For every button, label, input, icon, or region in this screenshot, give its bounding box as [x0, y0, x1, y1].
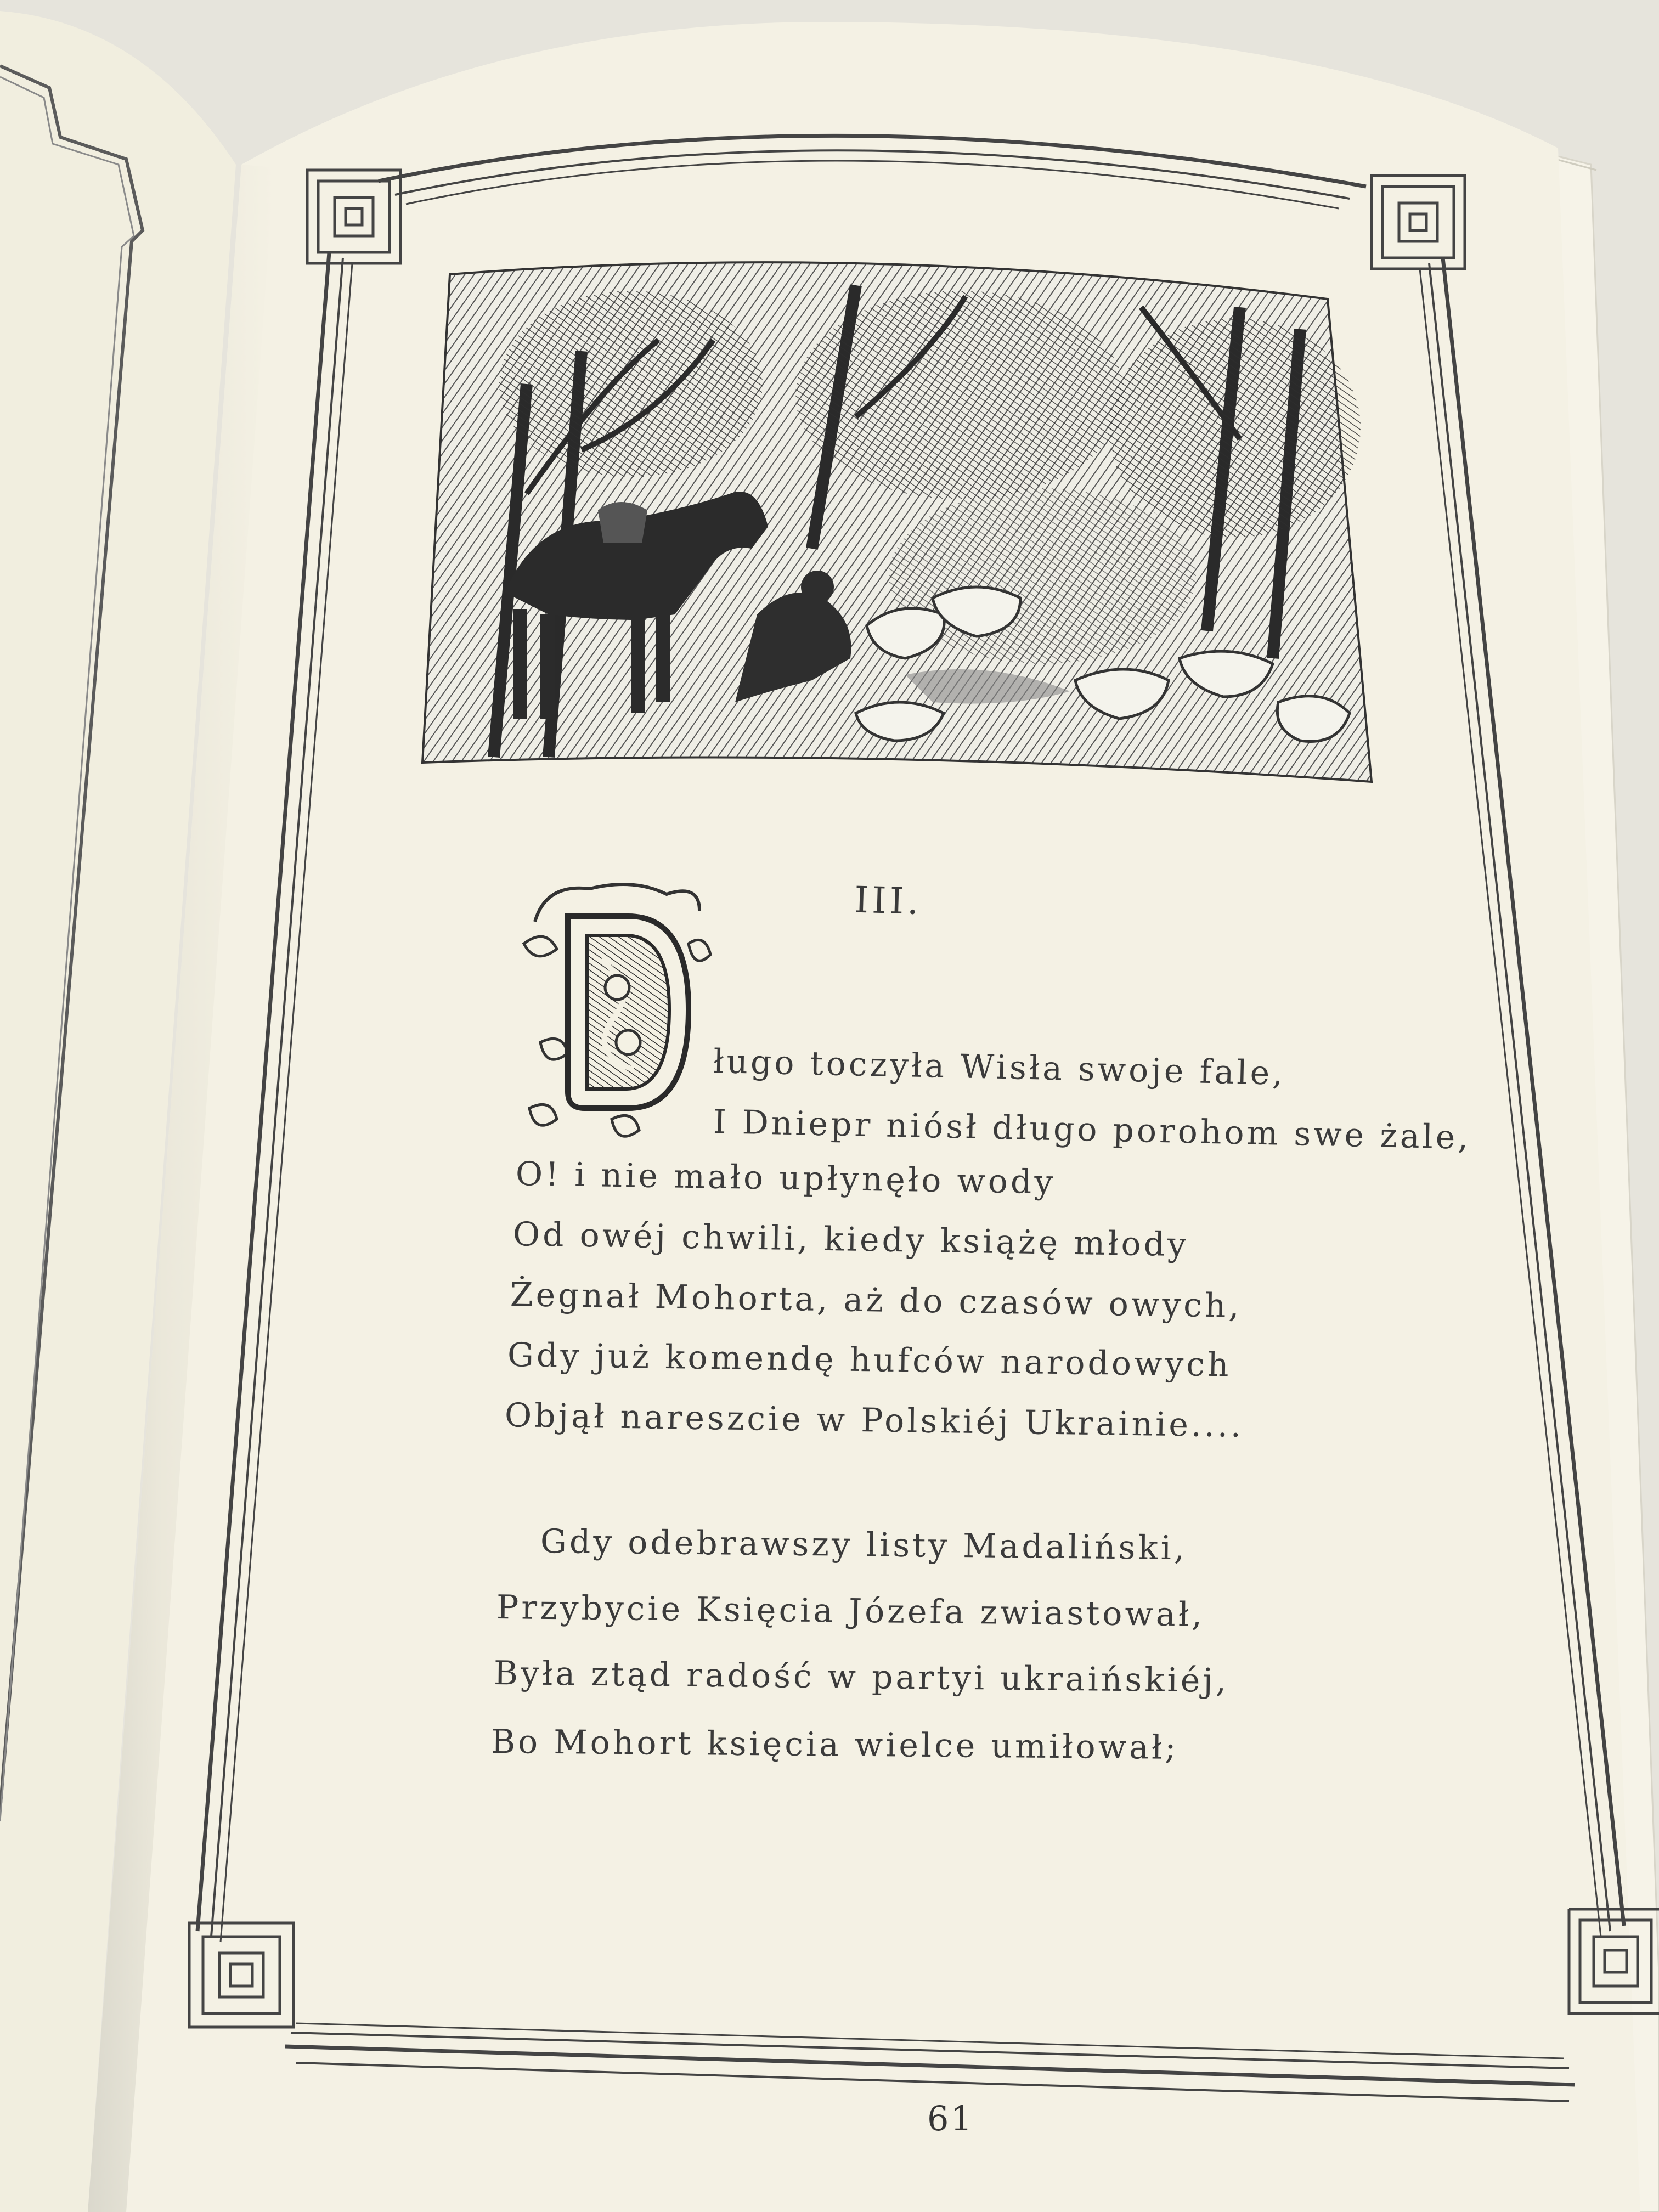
verse-line: Objął nareszcie w Polskiéj Ukrainie.... — [504, 1396, 1244, 1445]
verse-line: I Dniepr niósł długo porohom swe żale, — [713, 1103, 1472, 1157]
page-number: 61 — [927, 2098, 974, 2138]
verse-line: Od owéj chwili, kiedy książę młody — [512, 1215, 1189, 1265]
verse-line: Gdy odebrawszy listy Madaliński, — [540, 1522, 1188, 1568]
verse-line: Bo Mohort księcia wielce umiłował; — [490, 1723, 1179, 1767]
chapter-heading: III. — [854, 878, 923, 923]
verse-line: O! i nie mało upłynęło wody — [515, 1155, 1056, 1202]
verse-line: Przybycie Księcia Józefa zwiastował, — [496, 1588, 1205, 1634]
verse-line: Gdy już komendę hufców narodowych — [507, 1336, 1232, 1385]
verse-line: Żegnał Mohorta, aż do czasów owych, — [510, 1276, 1243, 1325]
verse-line: Była ztąd radość w partyi ukraińskiéj, — [493, 1654, 1229, 1701]
verse-line: ługo toczyła Wisła swoje fale, — [713, 1042, 1286, 1093]
